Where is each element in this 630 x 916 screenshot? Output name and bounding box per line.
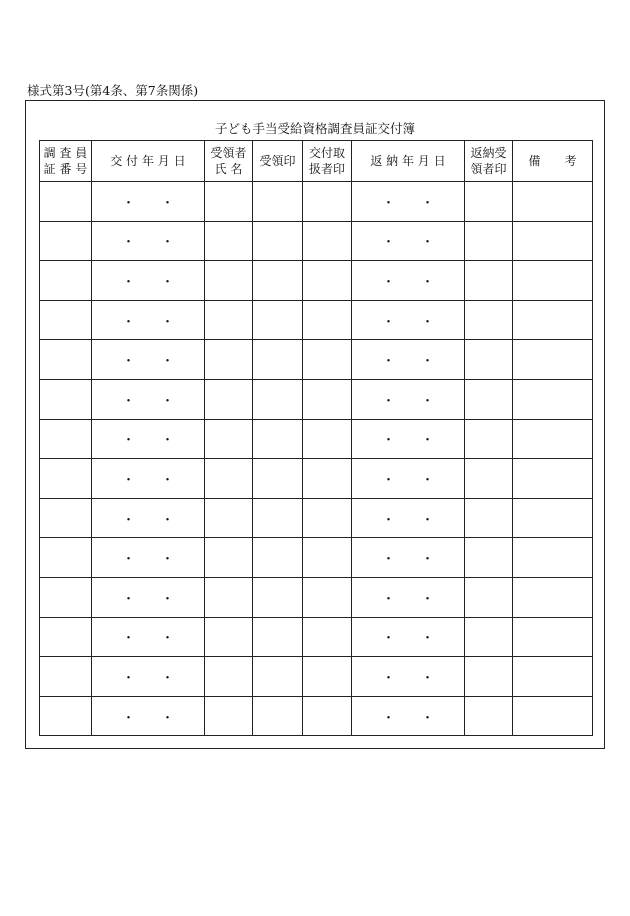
cell-issue-date: [92, 577, 205, 617]
register-table: [39, 140, 593, 736]
cell-remarks: [513, 300, 593, 340]
cell-return-receiver-seal: [465, 182, 513, 222]
cell-investigator-id: [40, 221, 92, 261]
date-placeholder: ・ ・: [121, 235, 174, 251]
cell-return-receiver-seal: [465, 340, 513, 380]
cell-recipient-name: [205, 696, 253, 736]
cell-return-date: [352, 696, 465, 736]
cell-issuer-seal: [303, 182, 352, 222]
date-placeholder: ・ ・: [381, 670, 434, 686]
cell-recipient-name: [205, 498, 253, 538]
cell-return-receiver-seal: [465, 538, 513, 578]
document-title: 子ども手当受給資格調査員証交付簿: [214, 121, 415, 136]
cell-return-receiver-seal: [465, 300, 513, 340]
cell-remarks: [513, 261, 593, 301]
header-recipient-name: 受領者 氏 名: [205, 141, 253, 182]
cell-investigator-id: [40, 617, 92, 657]
cell-investigator-id: [40, 696, 92, 736]
cell-issuer-seal: [303, 300, 352, 340]
cell-receipt-seal: [253, 498, 303, 538]
cell-issue-date: [92, 538, 205, 578]
header-return-receiver-seal: 返納受 領者印: [465, 141, 513, 182]
cell-return-receiver-seal: [465, 696, 513, 736]
date-placeholder: ・ ・: [121, 552, 174, 568]
date-placeholder: ・ ・: [381, 631, 434, 647]
cell-return-date: [352, 379, 465, 419]
table-row: [40, 498, 593, 538]
cell-recipient-name: [205, 459, 253, 499]
table-row: [40, 696, 593, 736]
cell-recipient-name: [205, 617, 253, 657]
cell-investigator-id: [40, 379, 92, 419]
cell-recipient-name: [205, 379, 253, 419]
cell-receipt-seal: [253, 577, 303, 617]
cell-recipient-name: [205, 182, 253, 222]
cell-receipt-seal: [253, 182, 303, 222]
cell-return-receiver-seal: [465, 459, 513, 499]
cell-remarks: [513, 657, 593, 697]
cell-issuer-seal: [303, 459, 352, 499]
cell-recipient-name: [205, 538, 253, 578]
cell-return-date: [352, 459, 465, 499]
cell-receipt-seal: [253, 221, 303, 261]
cell-receipt-seal: [253, 340, 303, 380]
date-placeholder: ・ ・: [381, 433, 434, 449]
date-placeholder: ・ ・: [121, 472, 174, 488]
cell-receipt-seal: [253, 538, 303, 578]
cell-investigator-id: [40, 657, 92, 697]
cell-return-receiver-seal: [465, 379, 513, 419]
cell-recipient-name: [205, 221, 253, 261]
date-placeholder: ・ ・: [381, 591, 434, 607]
cell-issue-date: [92, 459, 205, 499]
cell-issue-date: [92, 696, 205, 736]
cell-issue-date: [92, 379, 205, 419]
cell-investigator-id: [40, 538, 92, 578]
header-row: [40, 141, 593, 182]
cell-issuer-seal: [303, 379, 352, 419]
cell-recipient-name: [205, 261, 253, 301]
date-placeholder: ・ ・: [121, 393, 174, 409]
cell-receipt-seal: [253, 459, 303, 499]
cell-return-receiver-seal: [465, 221, 513, 261]
cell-issuer-seal: [303, 657, 352, 697]
cell-issuer-seal: [303, 340, 352, 380]
cell-issue-date: [92, 498, 205, 538]
header-investigator-id: 調 査 員 証 番 号: [40, 141, 92, 182]
cell-remarks: [513, 379, 593, 419]
date-placeholder: ・ ・: [121, 433, 174, 449]
cell-issuer-seal: [303, 419, 352, 459]
cell-issue-date: [92, 300, 205, 340]
cell-investigator-id: [40, 577, 92, 617]
cell-remarks: [513, 459, 593, 499]
cell-remarks: [513, 538, 593, 578]
date-placeholder: ・ ・: [121, 710, 174, 726]
cell-return-receiver-seal: [465, 657, 513, 697]
date-placeholder: ・ ・: [381, 195, 434, 211]
form-number-label: 様式第3号(第4条、第7条関係): [27, 83, 199, 98]
table-row: [40, 577, 593, 617]
cell-issue-date: [92, 419, 205, 459]
date-placeholder: ・ ・: [381, 552, 434, 568]
cell-return-date: [352, 577, 465, 617]
header-issue-date: 交 付 年 月 日: [92, 141, 205, 182]
date-placeholder: ・ ・: [121, 274, 174, 290]
header-remarks: 備 考: [513, 141, 593, 182]
register-body: [40, 182, 593, 736]
cell-issue-date: [92, 657, 205, 697]
cell-remarks: [513, 221, 593, 261]
table-row: [40, 459, 593, 499]
cell-investigator-id: [40, 182, 92, 222]
cell-investigator-id: [40, 498, 92, 538]
cell-issuer-seal: [303, 261, 352, 301]
header-return-date: 返 納 年 月 日: [352, 141, 465, 182]
date-placeholder: ・ ・: [381, 274, 434, 290]
cell-issue-date: [92, 182, 205, 222]
cell-investigator-id: [40, 340, 92, 380]
cell-issuer-seal: [303, 577, 352, 617]
cell-recipient-name: [205, 577, 253, 617]
header-issuer-seal: 交付取 扱者印: [303, 141, 352, 182]
cell-receipt-seal: [253, 696, 303, 736]
cell-investigator-id: [40, 459, 92, 499]
table-row: [40, 340, 593, 380]
cell-remarks: [513, 577, 593, 617]
cell-return-date: [352, 340, 465, 380]
date-placeholder: ・ ・: [121, 670, 174, 686]
cell-investigator-id: [40, 300, 92, 340]
cell-return-date: [352, 261, 465, 301]
cell-issuer-seal: [303, 221, 352, 261]
cell-return-date: [352, 300, 465, 340]
cell-remarks: [513, 498, 593, 538]
cell-receipt-seal: [253, 379, 303, 419]
date-placeholder: ・ ・: [381, 314, 434, 330]
cell-receipt-seal: [253, 617, 303, 657]
cell-issuer-seal: [303, 498, 352, 538]
cell-remarks: [513, 419, 593, 459]
cell-receipt-seal: [253, 657, 303, 697]
cell-return-date: [352, 498, 465, 538]
cell-return-receiver-seal: [465, 577, 513, 617]
cell-return-date: [352, 657, 465, 697]
table-row: [40, 657, 593, 697]
cell-issuer-seal: [303, 696, 352, 736]
table-row: [40, 182, 593, 222]
date-placeholder: ・ ・: [381, 235, 434, 251]
cell-investigator-id: [40, 261, 92, 301]
date-placeholder: ・ ・: [381, 354, 434, 370]
cell-remarks: [513, 617, 593, 657]
date-placeholder: ・ ・: [121, 195, 174, 211]
table-row: [40, 538, 593, 578]
cell-recipient-name: [205, 657, 253, 697]
cell-recipient-name: [205, 419, 253, 459]
cell-return-date: [352, 617, 465, 657]
cell-return-receiver-seal: [465, 419, 513, 459]
cell-return-date: [352, 538, 465, 578]
cell-recipient-name: [205, 340, 253, 380]
header-receipt-seal: 受領印: [253, 141, 303, 182]
date-placeholder: ・ ・: [381, 472, 434, 488]
table-row: [40, 419, 593, 459]
cell-investigator-id: [40, 419, 92, 459]
table-row: [40, 261, 593, 301]
cell-issuer-seal: [303, 617, 352, 657]
cell-issue-date: [92, 221, 205, 261]
date-placeholder: ・ ・: [121, 314, 174, 330]
cell-remarks: [513, 696, 593, 736]
cell-receipt-seal: [253, 300, 303, 340]
table-row: [40, 379, 593, 419]
date-placeholder: ・ ・: [381, 393, 434, 409]
cell-return-receiver-seal: [465, 261, 513, 301]
date-placeholder: ・ ・: [121, 591, 174, 607]
table-row: [40, 617, 593, 657]
cell-issue-date: [92, 261, 205, 301]
table-row: [40, 221, 593, 261]
cell-issue-date: [92, 617, 205, 657]
date-placeholder: ・ ・: [121, 512, 174, 528]
cell-recipient-name: [205, 300, 253, 340]
cell-return-date: [352, 221, 465, 261]
cell-receipt-seal: [253, 419, 303, 459]
date-placeholder: ・ ・: [381, 710, 434, 726]
cell-return-receiver-seal: [465, 617, 513, 657]
table-row: [40, 300, 593, 340]
cell-issue-date: [92, 340, 205, 380]
date-placeholder: ・ ・: [121, 631, 174, 647]
cell-return-date: [352, 419, 465, 459]
cell-return-date: [352, 182, 465, 222]
date-placeholder: ・ ・: [121, 354, 174, 370]
date-placeholder: ・ ・: [381, 512, 434, 528]
cell-remarks: [513, 340, 593, 380]
cell-remarks: [513, 182, 593, 222]
cell-return-receiver-seal: [465, 498, 513, 538]
cell-receipt-seal: [253, 261, 303, 301]
cell-issuer-seal: [303, 538, 352, 578]
